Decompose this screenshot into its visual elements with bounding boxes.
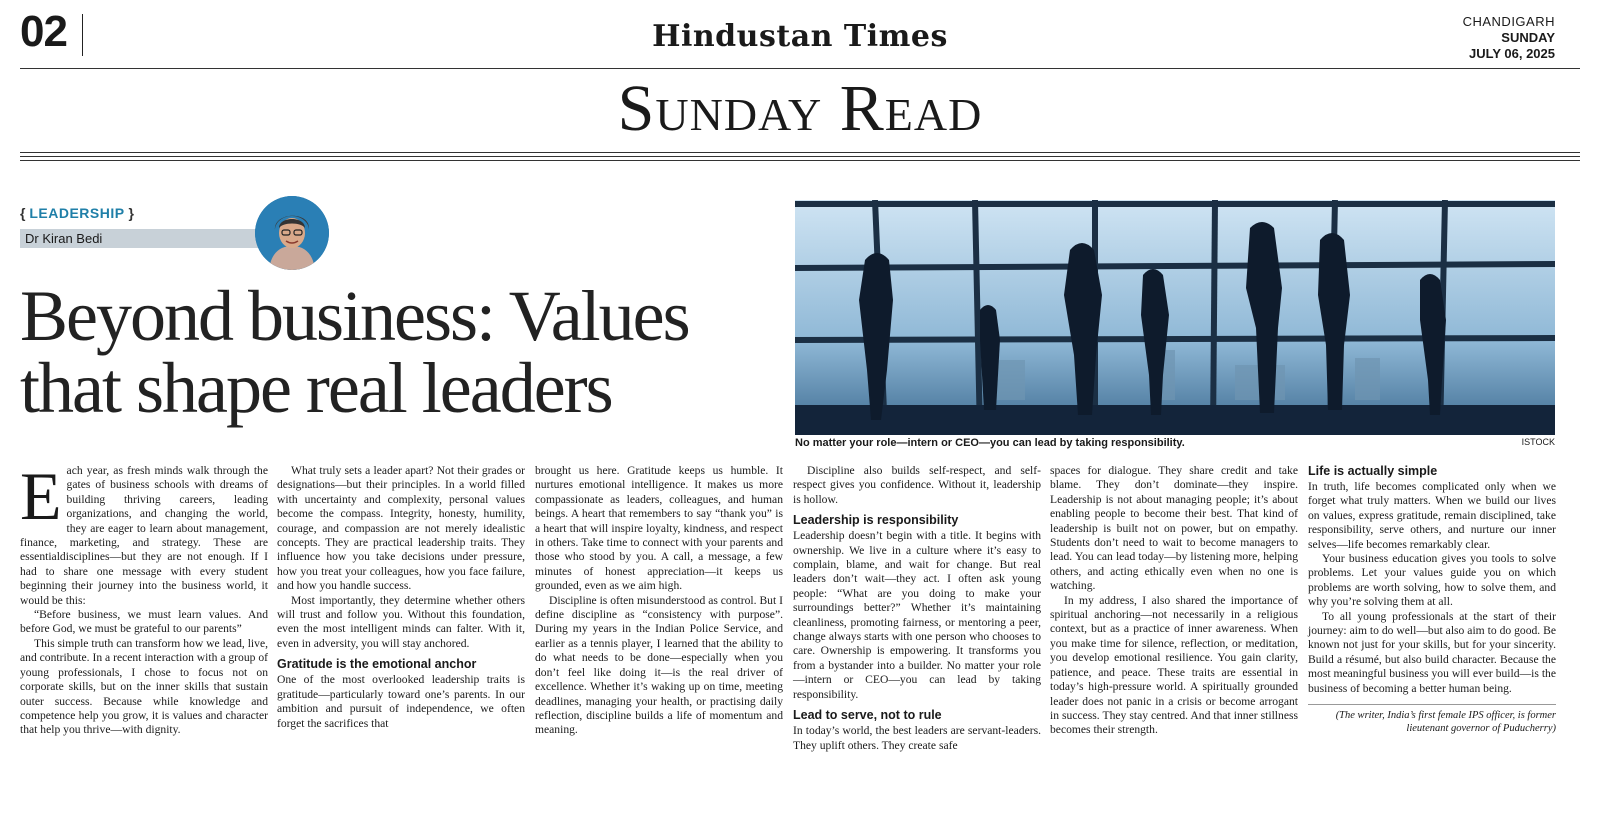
paragraph: Discipline is often misunderstood as control. But I define discipline as “consistency with purpose”. During my years in the Indian Police Service, and earlier as a tennis player, I learned that the ability to do what needs to be done—especially when you don’t feel like doing it—is the real driver of excellence. Whether it’s waking up on time, meeting deadlines, managing your health, or practising daily reflection, discipline builds a life of momentum and meaning. xyxy=(535,593,783,737)
paragraph: Most importantly, they determine whether others will trust and follow you. Without this foundation, even the most intelligent minds can falter. With it, even in adversity, you will stay anchored. xyxy=(277,593,525,650)
subheading: Lead to serve, not to rule xyxy=(793,708,942,723)
dateline xyxy=(1463,14,1555,62)
section-rules xyxy=(20,152,1580,164)
paragraph: brought us here. Gratitude keeps us humble. It nurtures emotional intelligence. It makes us more compassionate as leaders, colleagues, and human beings. A heart that remembers to say “thank you” is a heart that will inspire loyalty, kindness, and respect in others. Take time to connect with your parents and those who stood by you. A call, a message, a few minutes of honest appreciation—it keeps us grounded, even as we aim high. xyxy=(535,464,783,593)
paragraph: This simple truth can transform how we lead, live, and contribute. In a recent interaction with a group of young professionals, I chose to focus not on corporate skills, but on the inner skills that sustain outer success. Because while knowledge and competence help you grow, it is values and character that help you thrive—with dignity. xyxy=(20,636,268,737)
author-avatar xyxy=(255,196,329,270)
paragraph: To all young professionals at the start of their journey: aim to do well—but also aim to do good. Be known not just for your skills, but for your sincerity. Build a résumé, but also build character. Because the most meaningful business you will ever build—is the business of becoming a better human being. xyxy=(1308,609,1556,695)
header-rule xyxy=(20,68,1580,69)
article-column-4 xyxy=(793,464,1041,753)
paragraph: spaces for dialogue. They share credit and take blame. They don’t dominate—they inspire. Leadership is not about managing people; it’s about enabling people to become their best. That kind of leadership is built not on power, but on empathy. Students don’t need to wait to become managers to lead. You can lead today—by listening more, helping others, and acting ethically even when no one is watching. xyxy=(1050,464,1298,593)
dateline-location: CHANDIGARH xyxy=(1462,14,1555,29)
dateline-day: SUNDAY xyxy=(1501,30,1555,45)
article-tag-label: LEADERSHIP xyxy=(29,205,125,221)
photo-caption xyxy=(795,437,1555,449)
paragraph: In today’s world, the best leaders are servant-leaders. They uplift others. They create safe xyxy=(793,724,1041,752)
paragraph: ach year, as fresh minds walk through the gates of business schools with dreams of building thriving careers, leading organizations, and changing the world, they are eager to learn about management, finance, marketing, and strategy. These are essentialdisciplines—but they are not enough. If I had to share one message with every student beginning their journey into the business world, it would be this: xyxy=(20,464,268,607)
subheading: Life is actually simple xyxy=(1308,464,1438,478)
article-tag: { LEADERSHIP } xyxy=(20,205,134,221)
paragraph: Leadership doesn’t begin with a title. It begins with ownership. We live in a culture where it’s easy to complain, blame, and wait for change. But real leaders don’t wait—they act. I often ask young people: “What are you doing to make your surroundings better?” Whether it’s maintaining cleanliness, promoting fairness, or mentoring a peer, change always starts with one person who chooses to care. Ownership is empowering. It transforms you from a bystander into a builder. No matter your role—intern or CEO—you can lead by taking responsibility. xyxy=(793,529,1041,701)
article-column-1 xyxy=(20,458,268,738)
article-column-2 xyxy=(277,464,525,731)
article-column-3 xyxy=(535,464,783,738)
photo-credit: ISTOCK xyxy=(1521,437,1555,447)
photo-caption-text: No matter your role—intern or CEO—you can lead by taking responsibility. xyxy=(795,437,1185,449)
paragraph: “Before business, we must learn values. And before God, we must be grateful to our parents” xyxy=(20,608,268,636)
paragraph: One of the most overlooked leadership traits is gratitude—particularly toward one’s parents. In our ambition and pursuit of independence, we often forget the sacrifices that xyxy=(277,673,525,730)
page-number: 02 xyxy=(20,7,67,56)
byline: Dr Kiran Bedi xyxy=(20,229,295,248)
subheading: Leadership is responsibility xyxy=(793,513,959,528)
paragraph: What truly sets a leader apart? Not their grades or designations—but their principles. In a world filled with uncertainty and complexity, personal values become the compass. Integrity, honesty, humility, courage, and compassion are not merely idealistic concepts. They are practical leadership traits. They influence how you take decisions under pressure, how you treat your colleagues, how you face failure, and how you handle success. xyxy=(277,464,525,593)
article-column-6 xyxy=(1308,464,1556,735)
paragraph: Your business education gives you tools to solve problems. Let your values guide you on which problems are worth solving, how to solve them, and why you’re solving them at all. xyxy=(1308,552,1556,609)
paragraph: In my address, I also shared the importance of spiritual anchoring—not necessarily in a religious context, but as a practice of inner awareness. When you make time for silence, reflection, or meditation, you develop emotional resilience. You gain clarity, patience, and peace. These traits are essential in today’s high-pressure world. A spiritually grounded leader does not panic in a crisis or become arrogant in success. They stay centred. And that inner stillness becomes their strength. xyxy=(1050,593,1298,737)
paragraph: In truth, life becomes complicated only when we forget what truly matters. When we build our lives on values, express gratitude, remain disciplined, take responsibility, serve others, and nurture our inner selves—life becomes remarkably clear. xyxy=(1308,480,1556,551)
subheading: Gratitude is the emotional anchor xyxy=(277,657,477,672)
headline: Beyond business: Values that shape real leaders xyxy=(20,276,689,428)
article-photo xyxy=(795,200,1555,435)
drop-cap: E xyxy=(20,458,62,534)
dateline-date: JULY 06, 2025 xyxy=(1468,46,1555,61)
masthead: Hindustan Times xyxy=(652,19,948,54)
paragraph: Discipline also builds self-respect, and self-respect gives you confidence. Without it, leadership is hollow. xyxy=(793,464,1041,506)
section-title: Sunday Read xyxy=(617,72,983,145)
article-column-5 xyxy=(1050,464,1298,738)
author-note: (The writer, India’s first female IPS officer, is former lieutenant governor of Puducherry) xyxy=(1308,704,1556,735)
